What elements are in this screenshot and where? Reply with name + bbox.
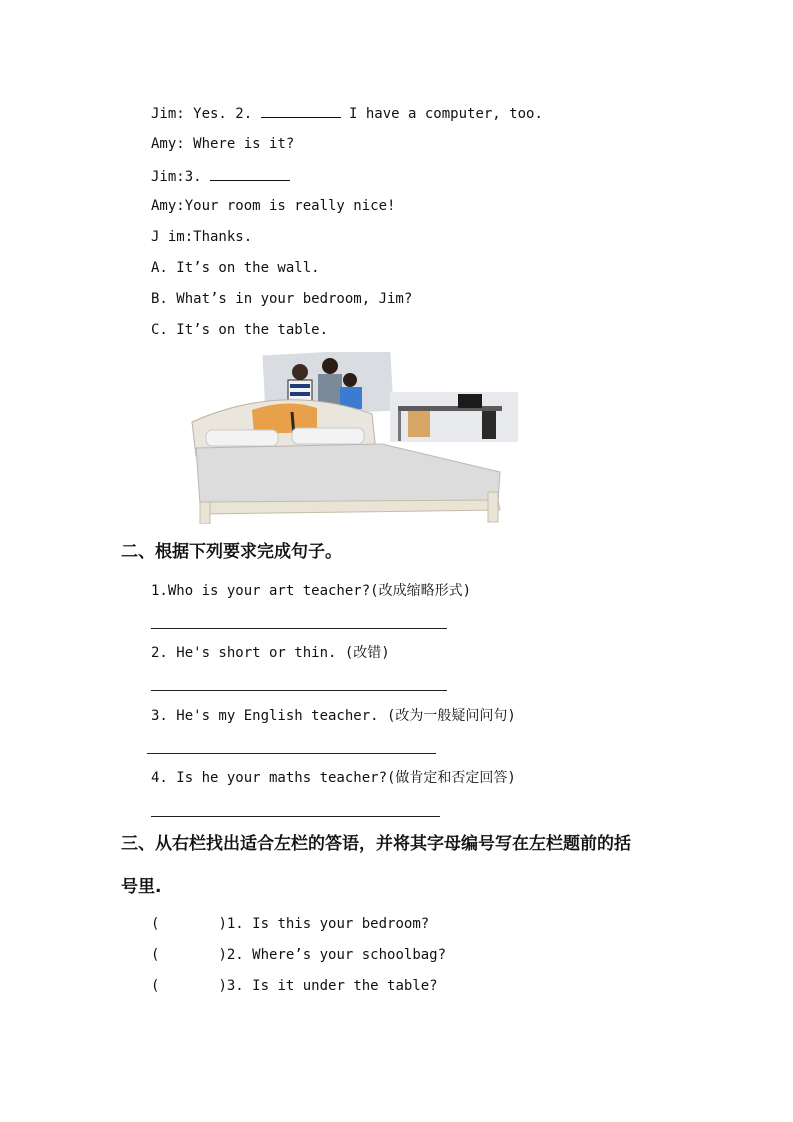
match-question: )2. Where’s your schoolbag?: [218, 947, 447, 963]
answer-blank[interactable]: [261, 103, 341, 118]
option-b: B. What’s in your bedroom, Jim?: [151, 291, 413, 307]
answer-slot[interactable]: [159, 916, 218, 932]
dialogue-line-4: Amy:Your room is really nice!: [151, 198, 396, 214]
section-2-item-1: 1.Who is your art teacher?(改成缩略形式): [151, 583, 472, 599]
dialogue-line-3: [151, 166, 290, 186]
desk-icon: [390, 392, 518, 442]
dialogue-line-2: Amy: Where is it?: [151, 136, 295, 152]
answer-line[interactable]: [147, 753, 436, 754]
match-question: )3. Is it under the table?: [218, 978, 438, 994]
answer-line[interactable]: [151, 816, 440, 817]
answer-slot[interactable]: [159, 978, 218, 994]
paren-open: (: [151, 947, 160, 963]
section-3-heading-cont: 号里.: [121, 877, 162, 897]
paren-open: (: [151, 916, 160, 932]
option-c: C. It’s on the table.: [151, 322, 329, 338]
paren-open: (: [151, 978, 160, 994]
match-item: [151, 915, 429, 933]
dialogue-text: I have a computer, too.: [340, 106, 543, 122]
answer-blank[interactable]: [210, 166, 290, 181]
answer-slot[interactable]: [159, 947, 218, 963]
bedroom-illustration-icon: [182, 352, 518, 524]
dialogue-text: Jim:3.: [151, 169, 211, 185]
dialogue-line-5: J im:Thanks.: [151, 229, 253, 245]
match-item: [151, 946, 446, 964]
section-3-heading: 三、从右栏找出适合左栏的答语，并将其字母编号写在左栏题前的括: [121, 834, 631, 854]
section-2-item-2: 2. He's short or thin. (改错): [151, 645, 390, 661]
section-2-item-4: 4. Is he your maths teacher?(做肯定和否定回答): [151, 770, 516, 786]
answer-line[interactable]: [151, 628, 447, 629]
answer-line[interactable]: [151, 690, 447, 691]
match-question: )1. Is this your bedroom?: [218, 916, 430, 932]
match-item: [151, 977, 438, 995]
dialogue-text: Jim: Yes. 2.: [151, 106, 261, 122]
dialogue-line-1: [151, 103, 543, 123]
section-2-item-3: 3. He's my English teacher. (改为一般疑问问句): [151, 708, 516, 724]
section-2-heading: 二、根据下列要求完成句子。: [121, 542, 342, 562]
option-a: A. It’s on the wall.: [151, 260, 320, 276]
